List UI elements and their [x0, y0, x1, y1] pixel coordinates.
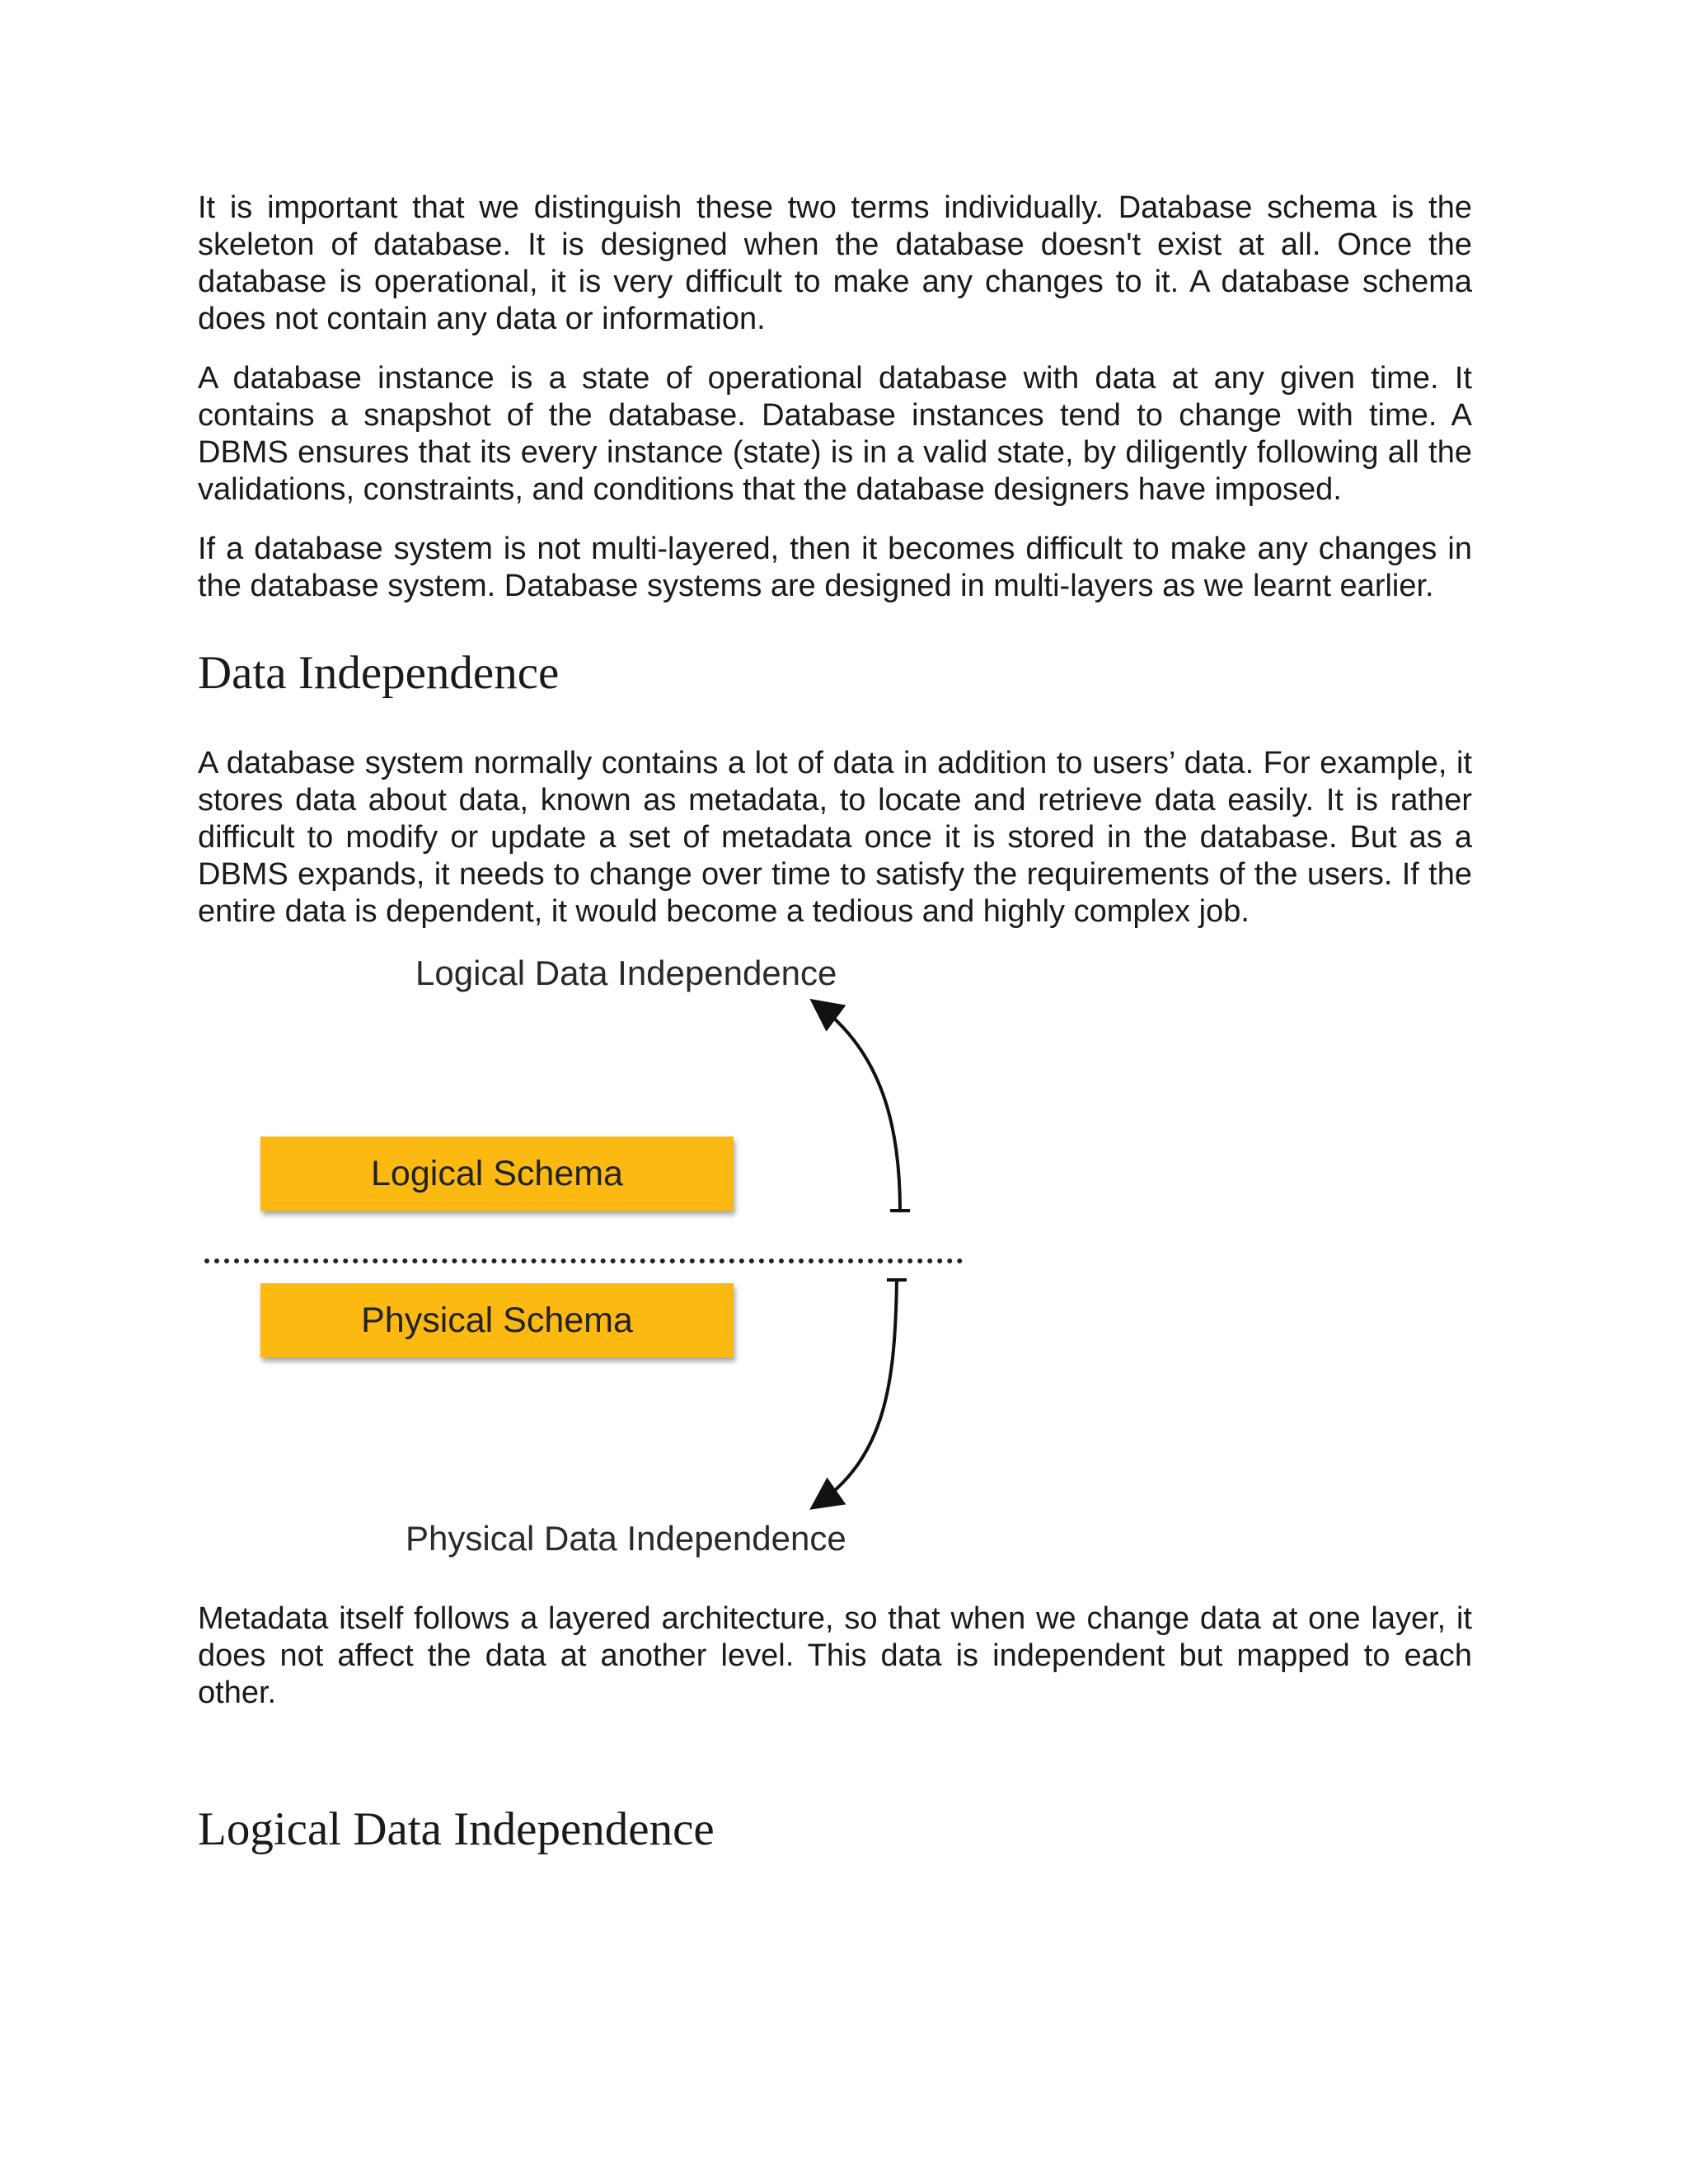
physical-schema-box: Physical Schema [260, 1283, 734, 1357]
data-independence-diagram [198, 954, 1472, 1584]
document-page [198, 190, 1472, 1858]
physical-data-independence-label: Physical Data Independence [406, 1519, 846, 1558]
logical-data-independence-label: Logical Data Independence [415, 954, 837, 992]
dotted-separator [204, 1258, 963, 1263]
arrows-svg [198, 954, 1472, 1584]
paragraph-schema: It is important that we distinguish these two terms individually. Database schema is the skeleton of database. It is designed when the database doesn't exist at all. Once the database is operational, it is very difficult to make any changes to it. A database schema does not contain any data or information. [198, 190, 1472, 336]
heading-logical-data-independence: Logical Data Independence [198, 1803, 715, 1855]
arrow-up-logical [818, 1005, 900, 1211]
paragraph-metadata: A database system normally contains a lot of data in addition to users’ data. For example, it stores data about data, known as metadata, to locate and retrieve data easily. It is rather difficult to modify or update a set of metadata once it is stored in the database. But as a DBMS expands, it needs to change over time to satisfy the requirements of the users. If the entire data is dependent, it would become a tedious and highly complex job. [198, 746, 1472, 929]
paragraph-multilayer: If a database system is not multi-layered, then it becomes difficult to make any changes in the database system. Database systems are designed in multi-layers as we learnt earlier. [198, 532, 1472, 603]
arrow-down-physical [818, 1280, 897, 1504]
logical-schema-box: Logical Schema [260, 1137, 734, 1211]
heading-data-independence: Data Independence [198, 647, 560, 699]
paragraph-instance: A database instance is a state of operational database with data at any given time. It contains a snapshot of the database. Database instances tend to change with time. A DBMS ensures that its every instance (state) is in a valid state, by diligently following all the validations, constraints, and conditions that the database designers have imposed. [198, 361, 1472, 507]
paragraph-layered: Metadata itself follows a layered architecture, so that when we change data at one layer, it does not affect the data at another level. This data is independent but mapped to each other. [198, 1601, 1472, 1710]
